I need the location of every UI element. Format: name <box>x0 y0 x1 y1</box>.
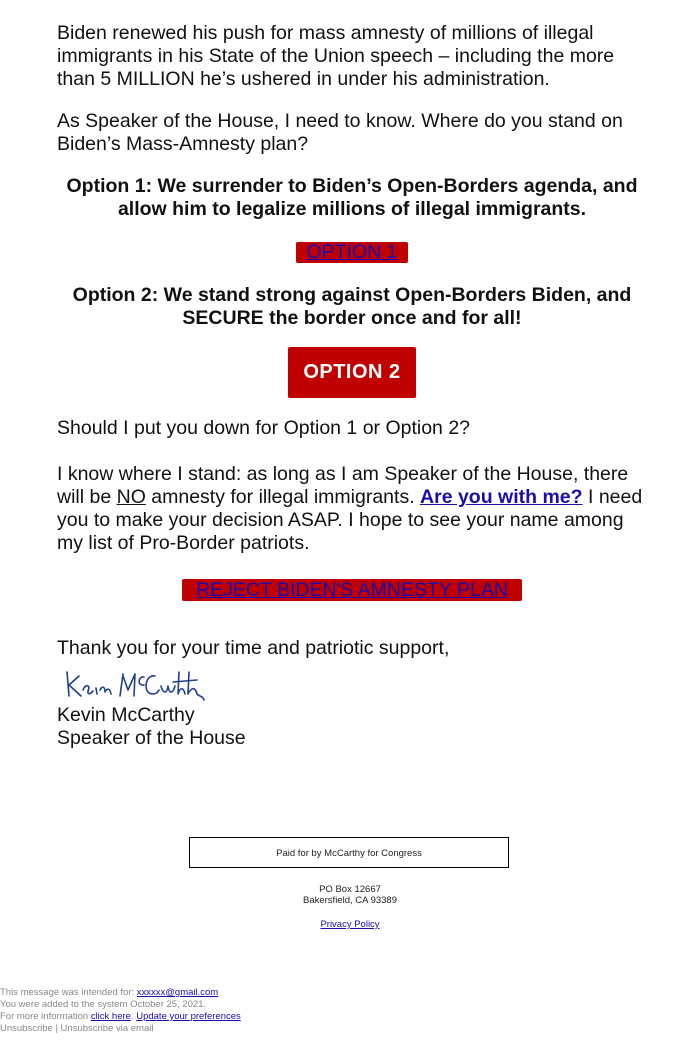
subscription-footer <box>0 987 241 1035</box>
option2-button[interactable]: OPTION 2 <box>288 347 416 398</box>
intended-line <box>0 987 241 999</box>
privacy-policy-link[interactable]: Privacy Policy <box>320 919 380 930</box>
are-you-with-me-link[interactable]: Are you with me? <box>420 486 583 508</box>
email-body <box>57 22 647 750</box>
added-line: You were added to the system October 25, 2021. <box>0 999 207 1010</box>
signature-image <box>57 664 207 704</box>
paid-for-disclaimer: Paid for by McCarthy for Congress <box>189 837 509 868</box>
stand-paragraph <box>57 463 647 555</box>
thanks-line: Thank you for your time and patriotic support, <box>57 637 450 659</box>
intro-paragraph: Biden renewed his push for mass amnesty of millions of illegal immigrants in his State of the Union speech – including the more than 5 MILLION he’s ushered in under his administration. <box>57 22 615 90</box>
question-paragraph: As Speaker of the House, I need to know. Where do you stand on Biden’s Mass-Amnesty plan? <box>57 110 623 155</box>
reject-amnesty-button[interactable]: REJECT BIDEN'S AMNESTY PLAN <box>182 579 522 601</box>
mailing-address <box>250 884 450 906</box>
update-preferences-link[interactable]: Update your preferences <box>136 1011 241 1022</box>
signer-name: Kevin McCarthy <box>57 704 195 726</box>
stand-no: NO <box>116 486 146 508</box>
info-line <box>0 1011 241 1023</box>
po-box: PO Box 12667 <box>319 884 381 895</box>
stand-text-3: I need you to make your decision ASAP. I hope to see your name among my list of Pro-Border patriots. <box>57 486 643 554</box>
recipient-email-link[interactable]: xxxxxx@gmail.com <box>136 987 219 998</box>
stand-text-1: I know where I stand: as long as I am Speaker of the House, there will be <box>57 463 629 508</box>
unsubscribe-links[interactable]: Unsubscribe | Unsubscribe via email <box>0 1023 154 1034</box>
option1-heading: Option 1: We surrender to Biden’s Open-Borders agenda, and allow him to legalize millions of illegal immigrants. <box>66 175 638 220</box>
option1-button[interactable]: OPTION 1 <box>296 242 408 263</box>
signer-title: Speaker of the House <box>57 727 246 749</box>
option2-heading: Option 2: We stand strong against Open-Borders Biden, and SECURE the border once and for all! <box>72 284 632 329</box>
option-question: Should I put you down for Option 1 or Option 2? <box>57 417 471 439</box>
stand-text-2: amnesty for illegal immigrants. <box>145 486 421 508</box>
info-sep: . <box>130 1011 137 1022</box>
intended-prefix: This message was intended for: <box>0 987 137 998</box>
city-state-zip: Bakersfield, CA 93389 <box>302 895 397 906</box>
info-prefix: For more information <box>0 1011 91 1022</box>
click-here-link[interactable]: click here <box>90 1011 131 1022</box>
